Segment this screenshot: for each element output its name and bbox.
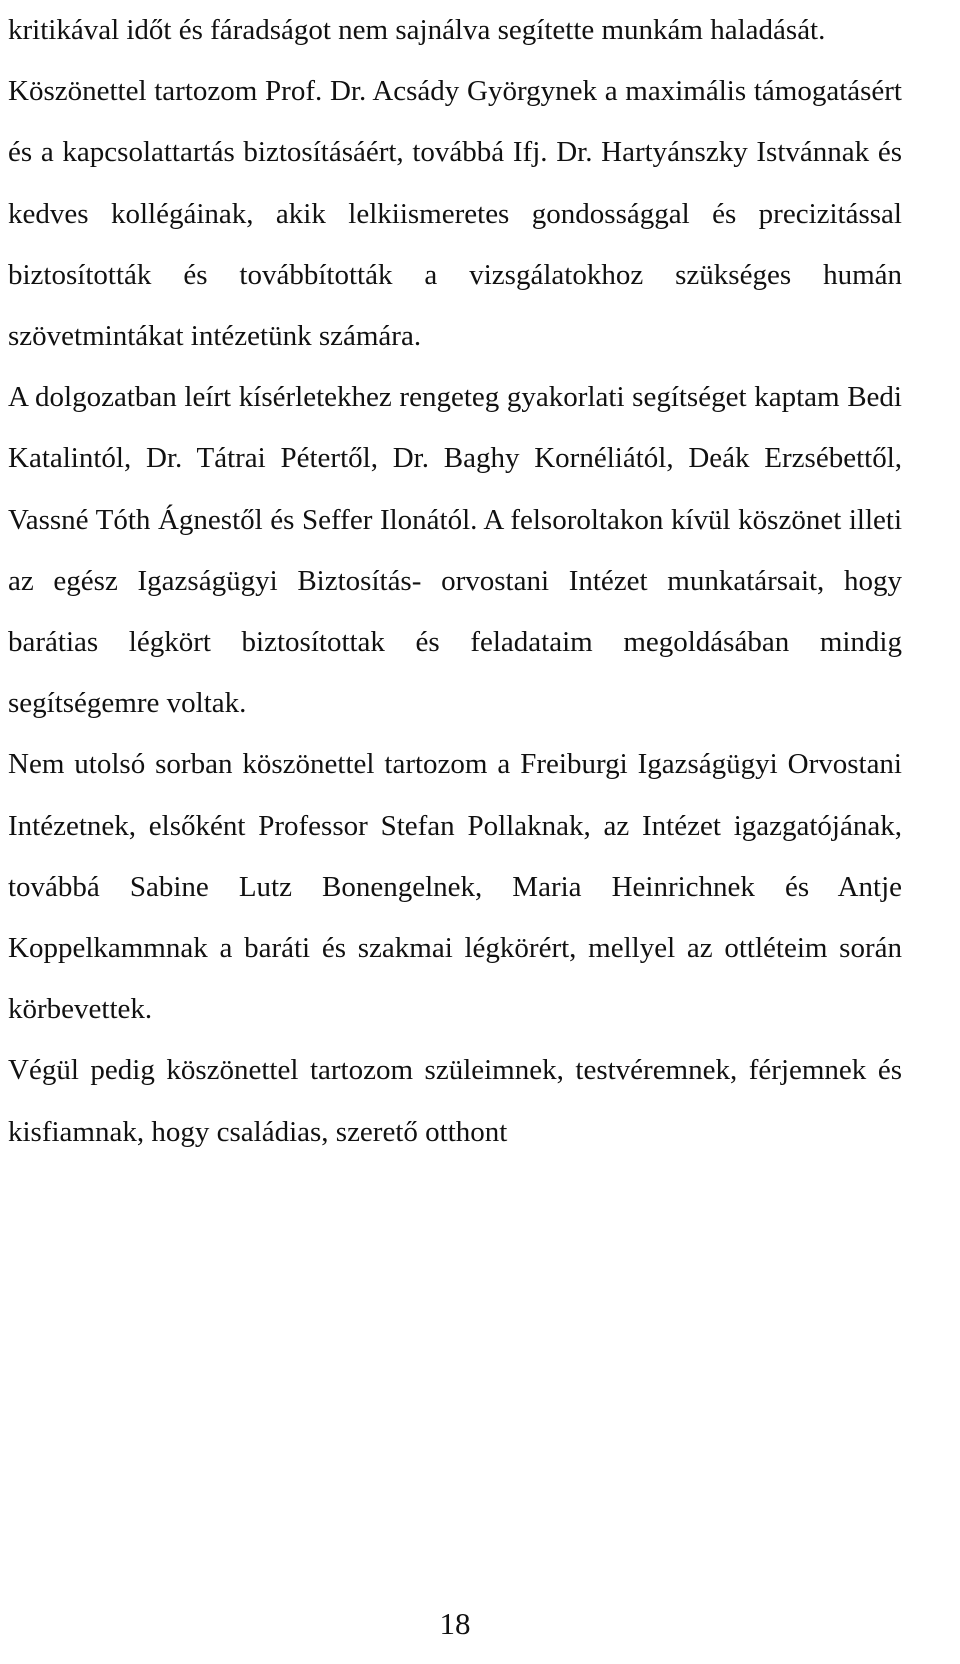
paragraph-4: Nem utolsó sorban köszönettel tartozom a Freiburgi Igazságügyi Orvostani Intézetnek, elsőként Professor Stefan Pollaknak, az Intézet igazgatójának, továbbá Sabine Lutz Bonengelnek, Maria Heinrichnek és Antje Koppelkammnak a baráti és szakmai légkörért, mellyel az ottléteim során körbevettek.: [8, 748, 902, 1026]
paragraph-1: kritikával időt és fáradságot nem sajnálva segítette munkám haladását.: [8, 14, 826, 46]
paragraph-2: Köszönettel tartozom Prof. Dr. Acsády Györgynek a maximális támogatásért és a kapcsolattartás biztosításáért, továbbá Ifj. Dr. Hartyánszky Istvánnak és kedves kollégáinak, akik lelkiismeretes gondossággal és precizitással biztosították és továbbították a vizsgálatokhoz szükséges humán szövetmintákat intézetünk számára.: [8, 75, 902, 353]
document-body: [8, 0, 902, 1163]
paragraph-3: A dolgozatban leírt kísérletekhez rengeteg gyakorlati segítséget kaptam Bedi Katalintól, Dr. Tátrai Pétertől, Dr. Baghy Kornéliától, Deák Erzsébettől, Vassné Tóth Ágnestől és Seffer Ilonától. A felsoroltakon kívül köszönet illeti az egész Igazságügyi Biztosítás- orvostani Intézet munkatársait, hogy barátias légkört biztosítottak és feladataim megoldásában mindig segítségemre voltak.: [8, 381, 902, 720]
paragraph-5: Végül pedig köszönettel tartozom szüleimnek, testvéremnek, férjemnek és kisfiamnak, hogy családias, szerető otthont: [8, 1054, 902, 1148]
page-number: 18: [439, 1606, 471, 1641]
